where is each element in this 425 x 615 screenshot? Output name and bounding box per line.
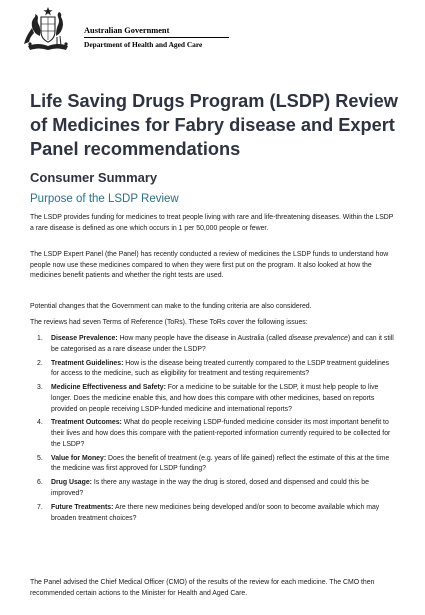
list-item-title: Medicine Effectiveness and Safety: (51, 384, 166, 392)
list-item-title: Drug Usage: (51, 479, 92, 487)
list-item-text: Are there new medicines being developed and/or soon to become available which may broaden treatment choices? (51, 503, 380, 522)
list-item-text: How is the disease being treated currently compared to the LSDP treatment guidelines for access to the medicine, such as eligibility for treatment and testing requirements? (51, 359, 390, 378)
list-item-title: Disease Prevalence: (51, 335, 118, 342)
list-item (30, 334, 398, 355)
government-header (20, 6, 240, 56)
list-item-number: 5. (37, 454, 43, 462)
list-item-title: Treatment Guidelines: (51, 359, 124, 367)
list-item-text: Does the benefit of treatment (e.g. years of life gained) reflect the estimate of this at the time the medicine was first approved for LSDP funding? (51, 454, 390, 473)
list-item (30, 454, 398, 475)
list-item-number: 1. (37, 335, 43, 342)
commonwealth-coat-of-arms-icon (20, 6, 76, 54)
list-item (30, 478, 398, 499)
document-subtitle: Consumer Summary (30, 170, 158, 185)
list-item-italic-text: disease prevalence (288, 335, 348, 342)
header-divider (84, 37, 229, 38)
list-item-number: 7. (37, 503, 43, 511)
list-item (30, 383, 398, 415)
paragraph-expert-panel: The LSDP Expert Panel (the Panel) has recently conducted a review of medicines the LSDP funds to understand how people now use these medicines compared to when they were first put on the program. It also looked at how the medicines benefit patients and whether the right tests are used. (30, 251, 389, 280)
list-item-number: 6. (37, 479, 43, 487)
section-heading: Purpose of the LSDP Review (30, 193, 179, 205)
government-name: Australian Government (84, 26, 170, 35)
paragraph-potential-changes: Potential changes that the Government can make to the funding criteria are also considered. (30, 303, 312, 310)
list-item-text: For a medicine to be suitable for the LSDP, it must help people to live longer. Does the medicine enable this, and how does this compare with other medicines, based on reports provided on people receiving LSDP-funded medicine and international reports? (51, 384, 379, 413)
list-item-title: Future Treatments: (51, 503, 114, 511)
list-item-number: 3. (37, 384, 43, 392)
list-item (30, 359, 398, 380)
list-item-text: Is there any wastage in the way the drug is stored, dosed and dispensed and could this be improved? (51, 479, 369, 498)
list-item-title: Treatment Outcomes: (51, 419, 122, 427)
list-item-text: How many people have the disease in Australia (called (117, 335, 289, 342)
list-item (30, 418, 398, 450)
document-title: Life Saving Drugs Program (LSDP) Review of Medicines for Fabry disease and Expert Panel recommendations (30, 91, 398, 159)
paragraph-panel-advice: The Panel advised the Chief Medical Officer (CMO) of the results of the review for each medicine. The CMO then recommended certain actions to the Minister for Health and Aged Care. (30, 579, 375, 597)
list-item (30, 503, 398, 524)
list-item-title: Value for Money: (51, 454, 107, 462)
list-item-text: What do people receiving LSDP-funded medicine consider its most important benefit to their lives and how does this compare with the patient-reported information currently required to be collected for the LSDP? (51, 419, 391, 448)
list-item-number: 2. (37, 359, 43, 367)
paragraph-lsdp-funding: The LSDP provides funding for medicines to treat people living with rare and life-threatening diseases. Within the LSDP a rare disease is defined as one which occurs in 1 per 50,000 people or fewer. (30, 214, 394, 232)
terms-of-reference-list (30, 334, 398, 528)
paragraph-terms-of-reference: The reviews had seven Terms of Reference (ToRs). These ToRs cover the following issues: (30, 319, 308, 326)
department-name: Department of Health and Aged Care (84, 40, 203, 49)
list-item-number: 4. (37, 419, 43, 427)
list-item-text: ) and can it still be categorised as a rare disease under the LSDP? (51, 335, 394, 353)
